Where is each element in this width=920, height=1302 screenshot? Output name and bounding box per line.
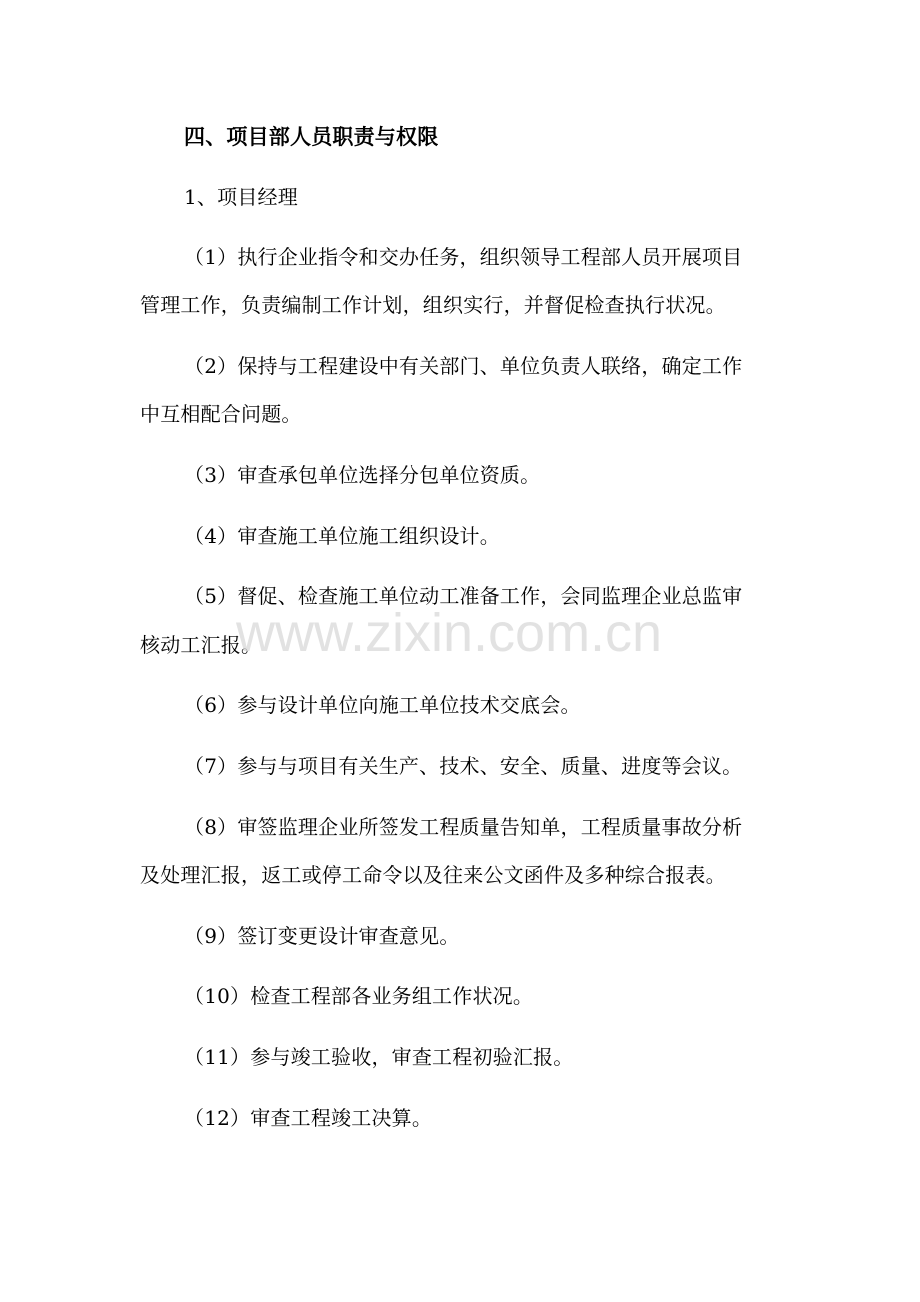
paragraph-line: （1）执行企业指令和交办任务，组织领导工程部人员开展项目 — [184, 245, 743, 269]
paragraph-line: （8）审签监理企业所签发工程质量告知单，工程质量事故分析 — [184, 815, 743, 839]
paragraph-line: 核动工汇报。 — [140, 633, 262, 657]
paragraph-line: （11）参与竣工验收，审查工程初验汇报。 — [184, 1045, 574, 1069]
paragraph-line: （6）参与设计单位向施工单位技术交底会。 — [184, 693, 581, 717]
watermark-text: www.zixin.com.cn — [236, 603, 663, 663]
paragraph-line: （12）审查工程竣工决算。 — [184, 1106, 433, 1130]
paragraph-line: 及处理汇报，返工或停工命令以及往来公文函件及多种综合报表。 — [140, 863, 726, 887]
paragraph-line: （2）保持与工程建设中有关部门、单位负责人联络，确定工作 — [184, 354, 743, 378]
paragraph-line: （3）审查承包单位选择分包单位资质。 — [184, 463, 541, 487]
paragraph-line: （9）签订变更设计审查意见。 — [184, 924, 460, 948]
paragraph-line: （10）检查工程部各业务组工作状况。 — [184, 984, 534, 1008]
paragraph-line: （4）审查施工单位施工组织设计。 — [184, 524, 500, 548]
section-heading: 四、项目部人员职责与权限 — [184, 124, 439, 149]
paragraph-line: 管理工作，负责编制工作计划，组织实行，并督促检查执行状况。 — [140, 293, 726, 317]
paragraph-line: （7）参与与项目有关生产、技术、安全、质量、进度等会议。 — [184, 754, 743, 778]
paragraph-line: 中互相配合问题。 — [140, 402, 302, 426]
paragraph-line: （5）督促、检查施工单位动工准备工作，会同监理企业总监审 — [184, 584, 743, 608]
subsection-title: 1、项目经理 — [184, 185, 298, 209]
